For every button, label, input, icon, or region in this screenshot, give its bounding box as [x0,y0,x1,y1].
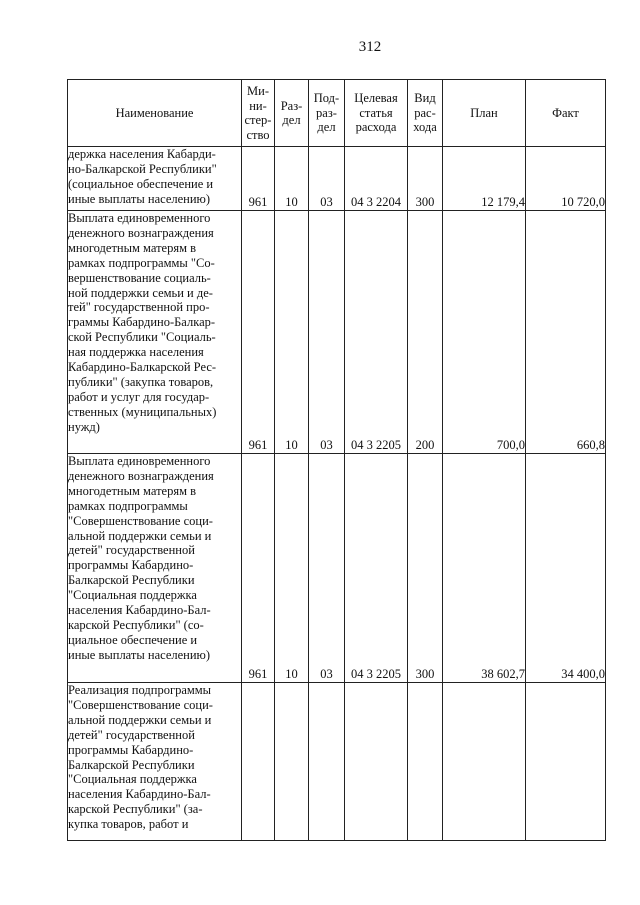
row-section: 10 [275,147,309,211]
table-row [68,147,606,211]
row-kind: 300 [408,147,443,211]
row-fact: 10 720,0 [526,147,606,211]
row-section [275,683,309,841]
row-subsection: 03 [309,147,345,211]
row-ministry: 961 [242,454,275,683]
row-subsection: 03 [309,211,345,454]
header-section: Раз- дел [275,80,309,147]
row-fact: 34 400,0 [526,454,606,683]
header-name: Наименование [68,80,242,147]
row-name: Реализация подпрограммы "Совершенствование соци- альной поддержки семьи и детей" государственной программы Кабардино- Балкарской Республики "Социальная поддержка населения Кабардино-Бал- карской Республики" (за- купка товаров, работ и [68,683,242,841]
row-plan: 700,0 [443,211,526,454]
row-name: Выплата единовременного денежного вознаграждения многодетным матерям в рамках подпрограммы "Совершенствование соци- альной поддержки семьи и детей" государственной программы Кабардино- Балкарской Республики "Социальная поддержка населения Кабардино-Бал- карской Республики" (со- циальное обеспечение и иные выплаты населению) [68,454,242,683]
row-plan [443,683,526,841]
header-target: Целевая статья расхода [345,80,408,147]
row-kind: 200 [408,211,443,454]
row-target: 04 3 2205 [345,454,408,683]
row-plan: 12 179,4 [443,147,526,211]
budget-table [67,79,606,841]
table-row [68,211,606,454]
row-ministry: 961 [242,147,275,211]
row-kind [408,683,443,841]
table-row [68,454,606,683]
row-target: 04 3 2205 [345,211,408,454]
header-plan: План [443,80,526,147]
row-ministry: 961 [242,211,275,454]
table-header-row [68,80,606,147]
header-subsection: Под- раз- дел [309,80,345,147]
page-number: 312 [358,39,382,55]
row-plan: 38 602,7 [443,454,526,683]
row-name: Выплата единовременного денежного вознаграждения многодетным матерям в рамках подпрограммы "Со- вершенствование социаль- ной поддержки семьи и де- тей" государственной про- граммы Кабардино-Балкар- ской Республики "Социаль- ная поддержка населения Кабардино-Балкарской Рес- публики" (закупка товаров, работ и услуг для государ- ственных (муниципальных) нужд) [68,211,242,454]
row-name: держка населения Кабарди- но-Балкарской Республики" (социальное обеспечение и иные выплаты населению) [68,147,242,211]
row-kind: 300 [408,454,443,683]
table-row [68,683,606,841]
row-fact [526,683,606,841]
row-subsection [309,683,345,841]
row-section: 10 [275,454,309,683]
row-ministry [242,683,275,841]
header-ministry: Ми- ни- стер- ство [242,80,275,147]
header-fact: Факт [526,80,606,147]
row-target: 04 3 2204 [345,147,408,211]
row-fact: 660,8 [526,211,606,454]
row-subsection: 03 [309,454,345,683]
row-target [345,683,408,841]
row-section: 10 [275,211,309,454]
header-kind: Вид рас- хода [408,80,443,147]
